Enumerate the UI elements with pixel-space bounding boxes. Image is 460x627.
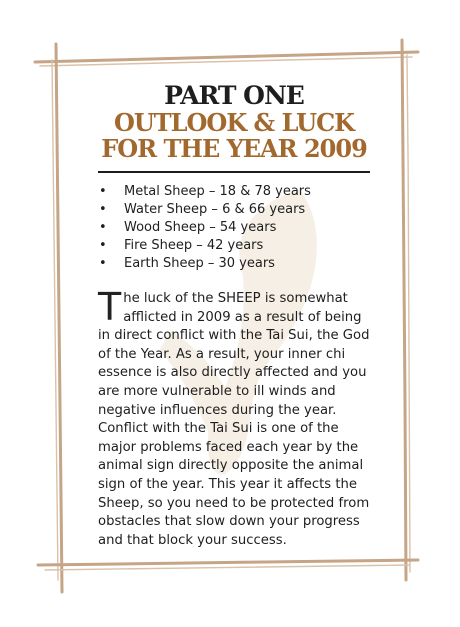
list-item: • Wood Sheep – 54 years	[98, 219, 370, 237]
section-title-line2: FOR THE YEAR 2009	[101, 134, 367, 163]
part-title: PART ONE	[164, 81, 304, 110]
sheep-age-list	[98, 183, 370, 273]
drop-cap: T	[98, 285, 122, 329]
list-item: • Fire Sheep – 42 years	[98, 237, 370, 255]
content-block	[98, 82, 370, 550]
title-divider	[98, 171, 370, 173]
list-item: • Earth Sheep – 30 years	[98, 255, 370, 273]
body-text: he luck of the SHEEP is somewhat afflicted in 2009 as a result of being in direct conflict with the Tai Sui, the God of the Year. As a result, your inner chi essence is also directly affected and you are more vulnerable to ill winds and negative influences during the year. Conflict with the Tai Sui is one of the major problems faced each year by the animal sign directly opposite the animal sign of the year. This year it affects the Sheep, so you need to be protected from obstacles that slow down your progress and that block your success.	[98, 291, 370, 548]
body-paragraph	[98, 285, 370, 550]
list-item: • Metal Sheep – 18 & 78 years	[98, 183, 370, 201]
section-title-line1: OUTLOOK & LUCK	[113, 108, 355, 137]
list-item: • Water Sheep – 6 & 66 years	[98, 201, 370, 219]
